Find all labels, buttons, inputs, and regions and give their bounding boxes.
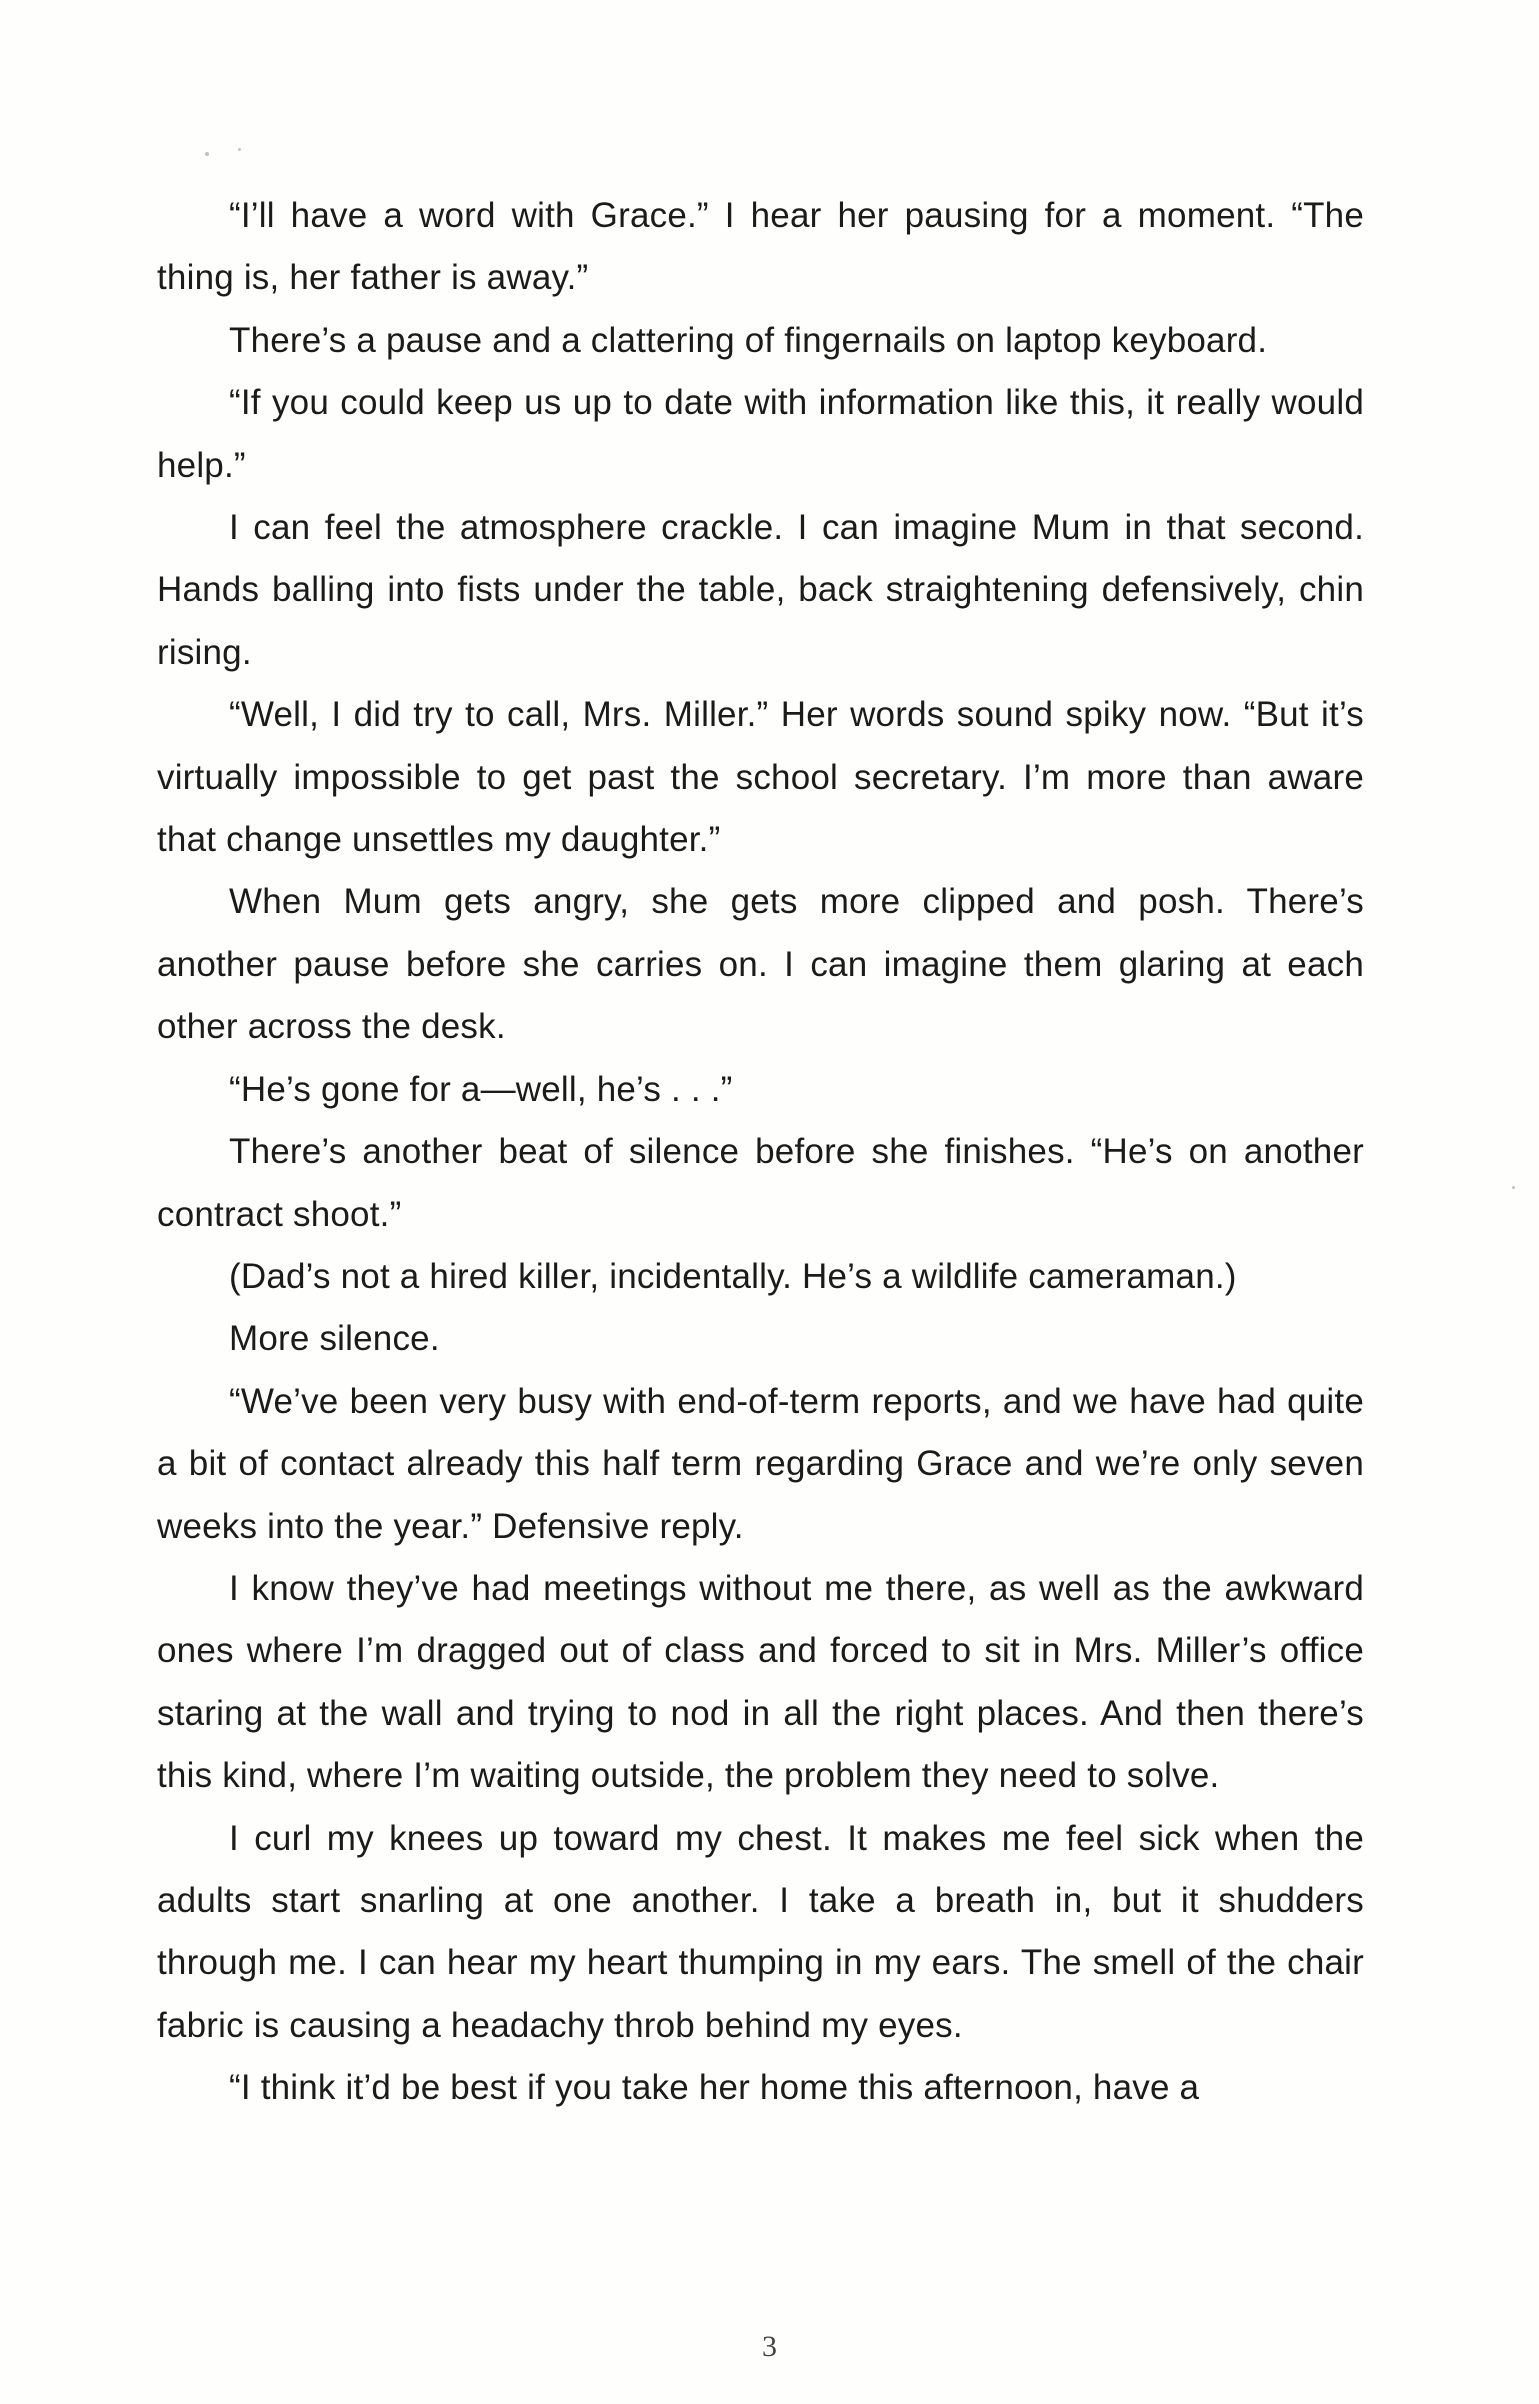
paragraph: More silence. [229,1319,440,1359]
paragraph: There’s another beat of silence before she finishes. “He’s on another contract shoot.” [157,1132,1364,1234]
paragraph: “He’s gone for a—well, he’s . . .” [229,1069,733,1109]
paragraph: “We’ve been very busy with end-of-term reports, and we have had quite a bit of contact already this half term regarding Grace and we’re only seven weeks into the year.” Defensive reply. [157,1381,1364,1546]
scan-speck [1512,1186,1515,1189]
paragraph: There’s a pause and a clattering of fingernails on laptop keyboard. [229,320,1268,360]
scan-speck [205,152,209,156]
page-number: 3 [762,2330,777,2363]
paragraph: I curl my knees up toward my chest. It makes me feel sick when the adults start snarling at one another. I take a breath in, but it shudders through me. I can hear my heart thumping in my ears. The smell of the chair fabric is causing a headachy throb behind my eyes. [157,1818,1364,2045]
body-text [157,185,1364,2120]
scan-speck [238,148,241,151]
paragraph: (Dad’s not a hired killer, incidentally. He’s a wildlife cameraman.) [229,1256,1237,1296]
paragraph: “If you could keep us up to date with information like this, it really would help.” [157,383,1364,485]
paragraph: I can feel the atmosphere crackle. I can imagine Mum in that second. Hands balling into fists under the table, back straightening defensively, chin rising. [157,508,1364,672]
paragraph: “Well, I did try to call, Mrs. Miller.” Her words sound spiky now. “But it’s virtually impossible to get past the school secretary. I’m more than aware that change unsettles my daughter.” [157,695,1364,860]
paragraph: “I think it’d be best if you take her home this afternoon, have a [229,2068,1200,2108]
paragraph: When Mum gets angry, she gets more clipped and posh. There’s another pause before she carries on. I can imagine them glaring at each other across the desk. [157,882,1364,1047]
paragraph: I know they’ve had meetings without me there, as well as the awkward ones where I’m dragged out of class and forced to sit in Mrs. Miller’s office staring at the wall and trying to nod in all the right places. And then there’s this kind, where I’m waiting outside, the problem they need to solve. [157,1568,1364,1796]
paragraph: “I’ll have a word with Grace.” I hear her pausing for a moment. “The thing is, her father is away.” [157,196,1364,298]
